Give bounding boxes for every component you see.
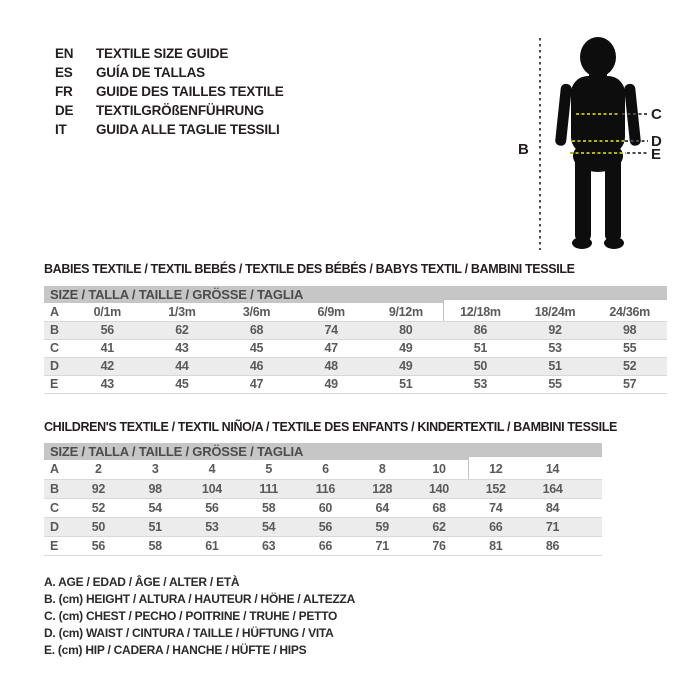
- size-value-cell: 68: [432, 500, 446, 515]
- size-value-cell: 9/12m: [388, 304, 423, 319]
- legend-line: A. AGE / EDAD / ÂGE / ALTER / ETÀ: [44, 575, 240, 589]
- size-value-cell: 53: [205, 519, 219, 534]
- size-value-cell: 6: [322, 462, 329, 477]
- size-table-row: [44, 536, 602, 555]
- size-value-cell: 56: [91, 538, 106, 553]
- size-value-cell: 53: [473, 377, 488, 391]
- size-value-cell: 66: [318, 538, 333, 553]
- size-value-cell: 4: [208, 462, 216, 477]
- language-guide-title: TEXTILGRÖßENFÜHRUNG: [96, 103, 264, 118]
- size-value-cell: 50: [473, 359, 488, 373]
- cell-highlight-box: [443, 299, 667, 303]
- row-label-cell: B: [50, 323, 60, 337]
- size-value-cell: 49: [399, 341, 413, 355]
- size-table-row: [44, 321, 667, 339]
- filler-cell: [581, 536, 602, 555]
- size-value-cell: 92: [548, 323, 562, 337]
- legend-line: B. (cm) HEIGHT / ALTURA / HAUTEUR / HÖHE / ALTEZZA: [44, 592, 356, 606]
- cell-highlight-border: [443, 299, 444, 321]
- size-value-cell: 58: [148, 538, 162, 553]
- size-value-cell: 56: [318, 519, 333, 534]
- size-value-cell: 116: [315, 481, 336, 496]
- size-value-cell: 8: [378, 462, 386, 477]
- child-silhouette-figure: [512, 24, 664, 256]
- size-value-cell: 53: [548, 341, 562, 355]
- size-value-cell: 51: [548, 359, 562, 373]
- babies-section-title: BABIES TEXTILE / TEXTIL BEBÉS / TEXTILE DES BÉBÉS / BABYS TEXTIL / BAMBINI TESSILE: [44, 262, 575, 276]
- size-value-cell: 71: [375, 538, 389, 553]
- size-value-cell: 61: [205, 538, 219, 553]
- size-value-cell: 42: [100, 359, 114, 373]
- size-value-cell: 51: [473, 341, 488, 355]
- cell-highlight-box: [468, 456, 602, 460]
- size-value-cell: 3: [151, 462, 159, 477]
- row-label-cell: E: [50, 377, 59, 391]
- children-section-title: CHILDREN'S TEXTILE / TEXTIL NIÑO/A / TEXTILE DES ENFANTS / KINDERTEXTIL / BAMBINI TESSILE: [44, 420, 618, 434]
- size-value-cell: 48: [324, 359, 338, 373]
- language-guide-title: GUÍA DE TALLAS: [96, 65, 205, 80]
- size-value-cell: 50: [91, 519, 106, 534]
- babies-size-table: [44, 303, 667, 394]
- size-value-cell: 86: [545, 538, 560, 553]
- filler-cell: [581, 498, 602, 517]
- size-value-cell: 0/1m: [93, 304, 121, 319]
- height-label: B: [518, 141, 529, 158]
- row-label-cell: A: [50, 462, 60, 477]
- size-value-cell: 104: [201, 481, 222, 496]
- size-value-cell: 62: [175, 323, 189, 337]
- size-value-cell: 74: [489, 500, 503, 515]
- row-label-cell: A: [50, 304, 60, 319]
- size-value-cell: 1/3m: [168, 304, 196, 319]
- children-size-header-bar: SIZE / TALLA / TAILLE / GRÖSSE / TAGLIA: [44, 443, 602, 460]
- size-value-cell: 64: [375, 500, 389, 515]
- size-value-cell: 51: [399, 377, 413, 391]
- legend-line: E. (cm) HIP / CADERA / HANCHE / HÜFTE / HIPS: [44, 643, 307, 657]
- size-value-cell: 71: [545, 519, 560, 534]
- size-table-row: [44, 339, 667, 357]
- filler-cell: [581, 479, 602, 498]
- language-row: [55, 101, 284, 120]
- size-value-cell: 57: [623, 377, 637, 391]
- size-table-row: [44, 479, 602, 498]
- size-table-row: [44, 303, 667, 321]
- size-value-cell: 56: [100, 323, 114, 337]
- size-value-cell: 56: [205, 500, 219, 515]
- size-value-cell: 152: [485, 481, 506, 496]
- legend-line: C. (cm) CHEST / PECHO / POITRINE / TRUHE / PETTO: [44, 609, 338, 623]
- size-value-cell: 60: [318, 500, 333, 515]
- size-value-cell: 80: [399, 323, 413, 337]
- size-value-cell: 12/18m: [460, 304, 501, 319]
- size-value-cell: 62: [432, 519, 446, 534]
- size-value-cell: 55: [548, 377, 562, 391]
- size-value-cell: 54: [262, 519, 276, 534]
- language-title-list: [55, 44, 284, 139]
- babies-size-header-bar: SIZE / TALLA / TAILLE / GRÖSSE / TAGLIA: [44, 286, 667, 303]
- size-value-cell: 98: [623, 323, 637, 337]
- language-guide-title: GUIDE DES TAILLES TEXTILE: [96, 84, 284, 99]
- filler-cell: [581, 460, 602, 479]
- size-value-cell: 92: [91, 481, 106, 496]
- size-value-cell: 41: [100, 341, 114, 355]
- language-guide-title: GUIDA ALLE TAGLIE TESSILI: [96, 122, 280, 137]
- size-value-cell: 164: [542, 481, 563, 496]
- measurement-legend: [44, 574, 355, 659]
- size-value-cell: 128: [372, 481, 393, 496]
- language-code: IT: [55, 122, 67, 137]
- size-value-cell: 51: [148, 519, 162, 534]
- children-size-table: [44, 460, 602, 556]
- hip-label: E: [651, 146, 662, 163]
- size-value-cell: 45: [249, 341, 264, 355]
- language-guide-title: TEXTILE SIZE GUIDE: [96, 46, 229, 61]
- size-value-cell: 54: [148, 500, 162, 515]
- size-value-cell: 140: [428, 481, 449, 496]
- measurement-figure: [512, 24, 664, 256]
- language-row: [55, 63, 284, 82]
- size-table-row: [44, 460, 602, 479]
- row-label-cell: D: [50, 359, 60, 373]
- waist-label: D: [651, 133, 662, 150]
- size-value-cell: 81: [489, 538, 503, 553]
- size-value-cell: 43: [100, 377, 114, 391]
- language-code: ES: [55, 65, 73, 80]
- size-value-cell: 45: [175, 377, 189, 391]
- size-value-cell: 76: [432, 538, 446, 553]
- filler-cell: [581, 517, 602, 536]
- size-value-cell: 3/6m: [242, 304, 271, 319]
- size-value-cell: 46: [249, 359, 264, 373]
- size-value-cell: 49: [399, 359, 413, 373]
- size-value-cell: 12: [489, 462, 503, 477]
- size-table-row: [44, 498, 602, 517]
- size-value-cell: 52: [623, 359, 637, 373]
- size-value-cell: 68: [249, 323, 264, 337]
- size-value-cell: 52: [91, 500, 106, 515]
- row-label-cell: D: [50, 519, 60, 534]
- cell-highlight-border: [468, 456, 469, 479]
- size-value-cell: 24/36m: [609, 304, 650, 319]
- size-value-cell: 84: [545, 500, 560, 515]
- size-value-cell: 59: [375, 519, 389, 534]
- size-value-cell: 58: [262, 500, 276, 515]
- language-row: [55, 120, 284, 139]
- row-label-cell: C: [50, 341, 60, 355]
- row-label-cell: E: [50, 538, 59, 553]
- size-value-cell: 14: [545, 462, 560, 477]
- size-value-cell: 47: [249, 377, 264, 391]
- size-value-cell: 98: [148, 481, 162, 496]
- size-value-cell: 74: [324, 323, 338, 337]
- size-value-cell: 10: [432, 462, 446, 477]
- size-table-row: [44, 517, 602, 536]
- language-code: FR: [55, 84, 73, 99]
- language-code: DE: [55, 103, 74, 118]
- size-value-cell: 44: [175, 359, 189, 373]
- language-code: EN: [55, 46, 74, 61]
- size-table-row: [44, 375, 667, 393]
- row-label-cell: C: [50, 500, 60, 515]
- size-value-cell: 47: [324, 341, 338, 355]
- size-value-cell: 49: [324, 377, 338, 391]
- row-label-cell: B: [50, 481, 60, 496]
- child-silhouette: [555, 37, 641, 249]
- size-value-cell: 18/24m: [534, 304, 576, 319]
- size-value-cell: 2: [95, 462, 102, 477]
- language-row: [55, 44, 284, 63]
- size-value-cell: 66: [489, 519, 503, 534]
- chest-label: C: [651, 106, 662, 123]
- size-value-cell: 43: [175, 341, 189, 355]
- size-value-cell: 86: [473, 323, 488, 337]
- size-value-cell: 5: [265, 462, 272, 477]
- legend-line: D. (cm) WAIST / CINTURA / TAILLE / HÜFTUNG / VITA: [44, 626, 334, 640]
- size-value-cell: 63: [262, 538, 276, 553]
- size-table-row: [44, 357, 667, 375]
- size-value-cell: 6/9m: [317, 304, 345, 319]
- language-row: [55, 82, 284, 101]
- size-value-cell: 55: [623, 341, 637, 355]
- size-value-cell: 111: [259, 481, 278, 496]
